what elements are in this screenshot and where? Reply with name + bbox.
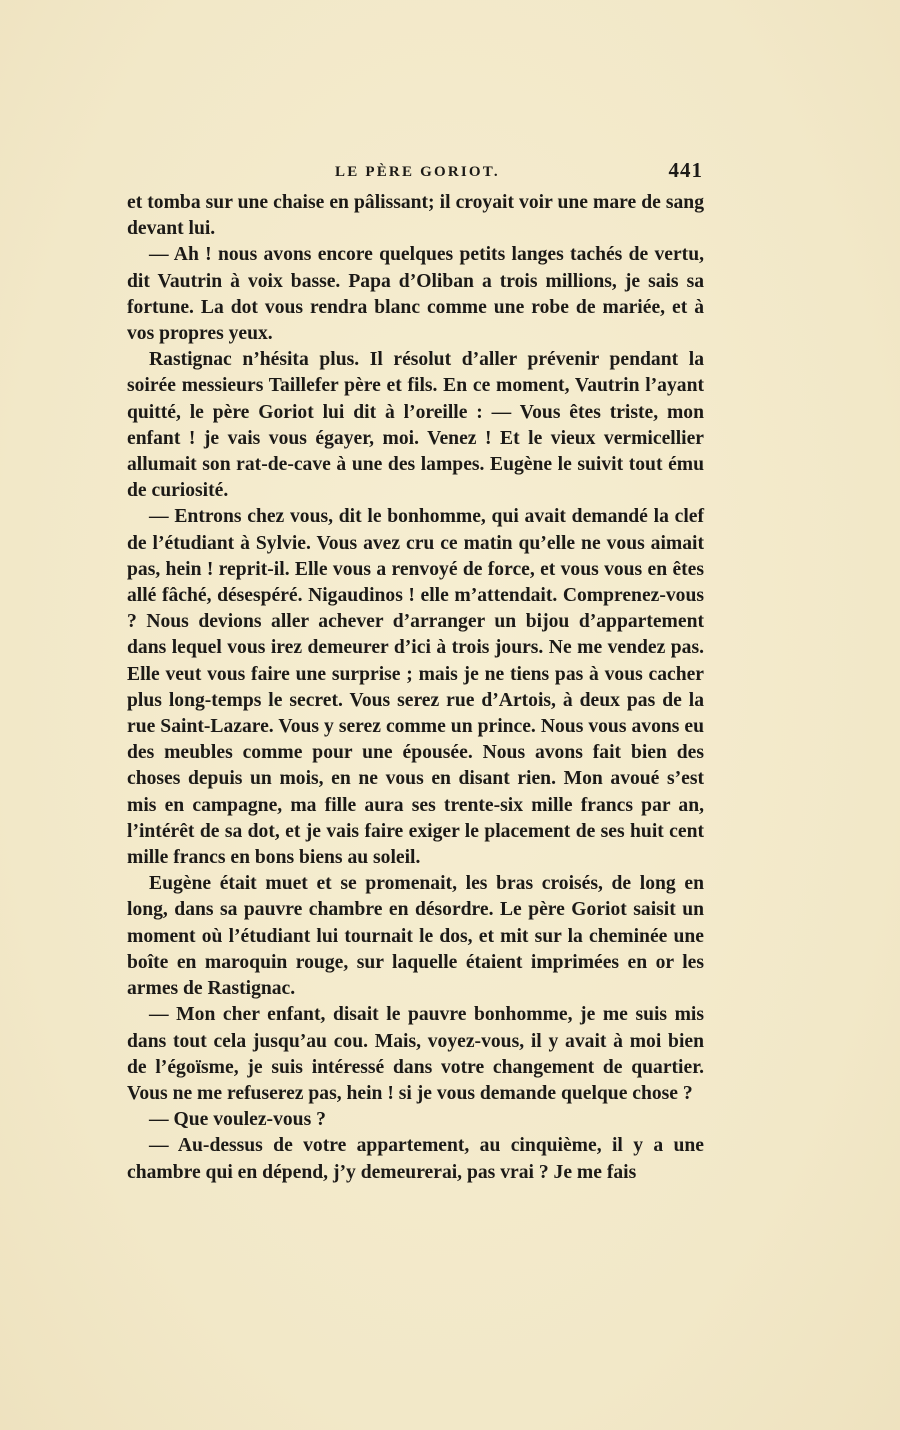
paragraph-6: — Mon cher enfant, disait le pauvre bonhomme, je me suis mis dans tout cela jusqu’au cou. Mais, voyez-vous, il y avait à moi bien de l’égoïsme, je suis intéressé dans votre changement de quartier. Vous ne me refuserez pas, hein ! si je vous demande quelque chose ? [127,1004,704,1104]
paragraph-8: — Au-dessus de votre appartement, au cinquième, il y a une chambre qui en dépend, j’y demeurerai, pas vrai ? Je me fais [127,1135,704,1183]
running-head [128,158,703,188]
paragraph-5: Eugène était muet et se promenait, les bras croisés, de long en long, dans sa pauvre chambre en désordre. Le père Goriot saisit un moment où l’étudiant lui tournait le dos, et mit sur la cheminée une boîte en maroquin rouge, sur laquelle étaient imprimées en or les armes de Rastignac. [127,873,704,1000]
body-text [127,190,704,1186]
page-number: 441 [668,158,703,182]
running-title: LE PÈRE GORIOT. [335,164,500,180]
paragraph-7: — Que voulez-vous ? [149,1109,326,1131]
paragraph-2: — Ah ! nous avons encore quelques petits langes tachés de vertu, dit Vautrin à voix basse. Papa d’Oliban a trois millions, je sais sa fortune. La dot vous rendra blanc comme une robe de mariée, et à vos propres yeux. [127,244,704,345]
paragraph-1: et tomba sur une chaise en pâlissant; il croyait voir une mare de sang devant lui. [127,192,704,240]
paragraph-3: Rastignac n’hésita plus. Il résolut d’aller prévenir pendant la soirée messieurs Taillefer père et fils. En ce moment, Vautrin l’ayant quitté, le père Goriot lui dit à l’oreille : — Vous êtes triste, mon enfant ! je vais vous égayer, moi. Venez ! Et le vieux vermicellier allumait son rat-de-cave à une des lampes. Eugène le suivit tout ému de curiosité. [127,349,704,502]
paragraph-4: — Entrons chez vous, dit le bonhomme, qui avait demandé la clef de l’étudiant à Sylvie. Vous avez cru ce matin qu’elle ne vous aimait pas, hein ! reprit-il. Elle vous a renvoyé de force, et vous vous en êtes allé fâché, désespéré. Nigaudinos ! elle m’attendait. Comprenez-vous ? Nous devions aller achever d’arranger un bijou d’appartement dans lequel vous irez demeurer d’ici à trois jours. Ne me vendez pas. Elle veut vous faire une surprise ; mais je ne tiens pas à vous cacher plus long-temps le secret. Vous serez rue d’Artois, à deux pas de la rue Saint-Lazare. Vous y serez comme un prince. Nous vous avons eu des meubles comme pour une épousée. Nous avons fait bien des choses depuis un mois, en ne vous en disant rien. Mon avoué s’est mis en campagne, ma fille aura ses trente-six mille francs par an, l’intérêt de sa dot, et je vais faire exiger le placement de ses huit cent mille francs en bons biens au soleil. [127,506,704,869]
